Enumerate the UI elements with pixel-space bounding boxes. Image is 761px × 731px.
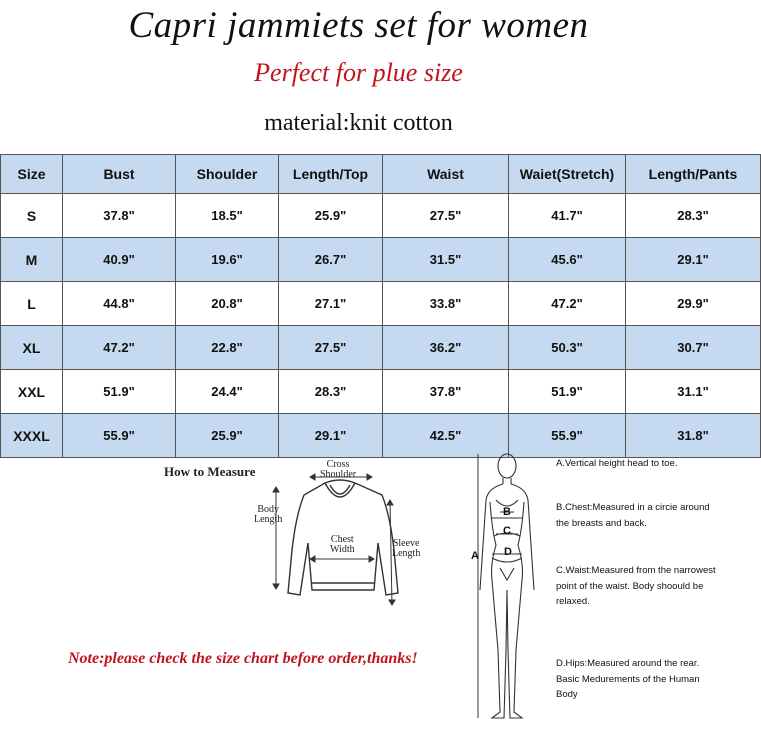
table-cell: 30.7"	[626, 326, 761, 370]
table-cell: 37.8"	[383, 370, 509, 414]
table-cell: 26.7"	[279, 238, 383, 282]
measure-note-b: B.Chest:Measured in a circie around the breasts and back.	[556, 502, 710, 529]
figure-letter-d: D	[504, 546, 512, 558]
table-row	[1, 194, 761, 238]
table-cell: 25.9"	[279, 194, 383, 238]
table-cell: 31.5"	[383, 238, 509, 282]
figure-letter-a: A	[471, 550, 479, 562]
table-cell: 37.8"	[63, 194, 176, 238]
page-subtitle: Perfect for plue size	[254, 58, 463, 87]
table-cell: 25.9"	[176, 414, 279, 458]
table-cell: 29.9"	[626, 282, 761, 326]
chest-width-label: Chest Width	[330, 534, 355, 555]
table-row	[1, 414, 761, 458]
table-cell: 42.5"	[383, 414, 509, 458]
table-row	[1, 282, 761, 326]
how-to-measure-diagram	[160, 455, 460, 630]
table-cell: 27.5"	[383, 194, 509, 238]
how-to-measure-heading: How to Measure	[164, 464, 256, 479]
measure-note-d: D.Hips:Measured around the rear. Basic Medurements of the Human Body	[556, 658, 700, 700]
table-cell: 47.2"	[509, 282, 626, 326]
figure-letter-c: C	[503, 525, 511, 537]
table-cell: 27.5"	[279, 326, 383, 370]
table-row	[1, 370, 761, 414]
table-cell: 50.3"	[509, 326, 626, 370]
table-row	[1, 238, 761, 282]
column-header: Shoulder	[176, 155, 279, 194]
table-cell: 24.4"	[176, 370, 279, 414]
table-cell: 18.5"	[176, 194, 279, 238]
table-cell: 55.9"	[509, 414, 626, 458]
column-header: Waist	[383, 155, 509, 194]
figure-letter-b: B	[503, 506, 511, 518]
table-cell: XXL	[1, 370, 63, 414]
table-cell: 22.8"	[176, 326, 279, 370]
human-body-figure	[470, 450, 555, 726]
table-cell: 28.3"	[279, 370, 383, 414]
table-cell: 51.9"	[63, 370, 176, 414]
table-cell: M	[1, 238, 63, 282]
column-header: Length/Top	[279, 155, 383, 194]
table-cell: 36.2"	[383, 326, 509, 370]
column-header: Waiet(Stretch)	[509, 155, 626, 194]
table-cell: 29.1"	[279, 414, 383, 458]
table-cell: 51.9"	[509, 370, 626, 414]
table-cell: 20.8"	[176, 282, 279, 326]
material-line: material:knit cotton	[264, 110, 453, 136]
sleeve-length-label: Sleeve Length	[392, 538, 421, 559]
table-cell: 31.8"	[626, 414, 761, 458]
table-cell: 27.1"	[279, 282, 383, 326]
table-cell: 47.2"	[63, 326, 176, 370]
table-cell: 33.8"	[383, 282, 509, 326]
table-row	[1, 326, 761, 370]
table-cell: XXXL	[1, 414, 63, 458]
column-header: Length/Pants	[626, 155, 761, 194]
cross-shoulder-label: Cross Shoulder	[320, 459, 357, 480]
measure-note-c: C.Waist:Measured from the narrowest point of the waist. Body shoould be relaxed.	[556, 565, 716, 607]
size-check-note: Note:please check the size chart before order,thanks!	[68, 650, 418, 667]
column-header: Bust	[63, 155, 176, 194]
table-cell: 29.1"	[626, 238, 761, 282]
table-cell: 40.9"	[63, 238, 176, 282]
table-cell: S	[1, 194, 63, 238]
table-header-row	[1, 155, 761, 194]
table-cell: 44.8"	[63, 282, 176, 326]
size-chart-table	[0, 154, 761, 458]
table-cell: 41.7"	[509, 194, 626, 238]
table-cell: 28.3"	[626, 194, 761, 238]
table-cell: 55.9"	[63, 414, 176, 458]
table-cell: 45.6"	[509, 238, 626, 282]
body-length-label: Body Length	[254, 504, 283, 525]
table-cell: 31.1"	[626, 370, 761, 414]
page-title: Capri jammiets set for women	[128, 5, 589, 46]
table-cell: 19.6"	[176, 238, 279, 282]
table-cell: XL	[1, 326, 63, 370]
measure-note-a: A.Vertical height head to toe.	[556, 458, 678, 469]
human-body-icon	[470, 450, 555, 726]
column-header: Size	[1, 155, 63, 194]
table-cell: L	[1, 282, 63, 326]
